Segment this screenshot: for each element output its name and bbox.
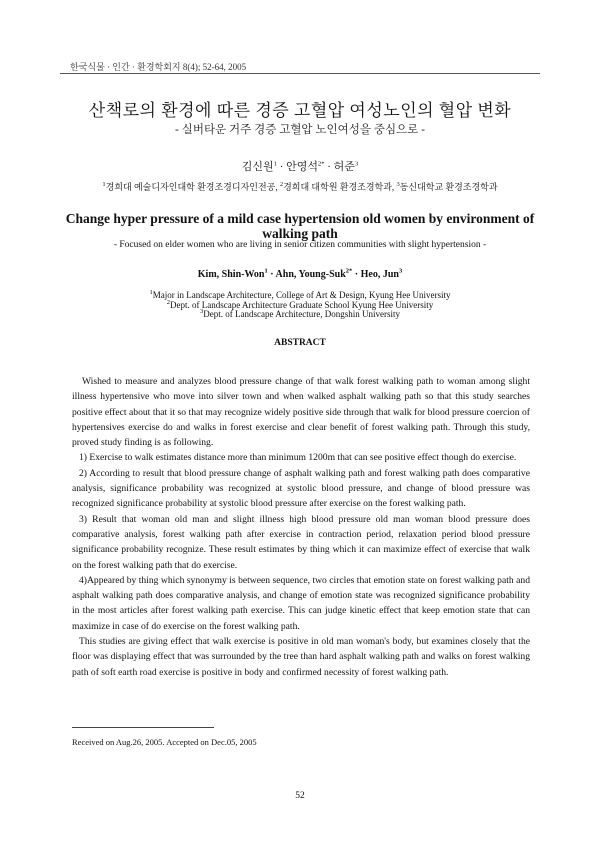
author-en-2-sup: 2* [345,267,353,275]
author-separator: · [267,269,276,280]
page-number: 52 [295,791,305,801]
journal-header: 한국식물 · 인간 · 환경학회지 8(4); 52-64, 2005 [70,62,247,72]
author-kr-2: 안영석 [286,161,318,173]
abstract-paragraph: Wished to measure and analyzes blood pressure change of that walk forest walking path to woman among slight illness hypertensive who move into silver town and when walked asphalt walking path so that this study searches positive effect about that it so that may recognize widely positive side through that walk for blood pressure coercion of hypertensives exercise do and walks in forest exercise and clear benefit of forest walking path. Through this study, proved study finding is as following. [72,376,530,449]
abstract-heading: ABSTRACT [274,338,326,348]
author-kr-1-sup: 1 [273,160,277,168]
affil-en-1-sup: 1 [149,289,153,296]
received-note: Received on Aug.26, 2005. Accepted on Dec.05, 2005 [72,737,257,747]
affil-en-3-sup: 3 [200,308,204,315]
author-kr-3: 허준 [333,161,355,173]
affil-en-2: Dept. of Landscape Architecture Graduate School Kyung Hee University [170,299,434,310]
author-separator: · [352,269,361,280]
affil-kr-2: 경희대 대학원 환경조경학과, [283,182,397,192]
author-en-3-sup: 3 [398,267,403,275]
author-separator: · [276,161,287,173]
affil-kr-2-sup: 2 [279,181,284,188]
affil-en-3: Dept. of Landscape Architecture, Dongshin University [203,309,400,319]
abstract-conclusion: This studies are giving effect that walk exercise is positive in old man woman's body, but examines closely that the floor was displaying effect that was surrounded by the tree than hard asphalt walking path and walks on forest walking path of soft earth road exercise is positive in body and confirmed necessity of forest walking path. [72,636,530,678]
author-kr-2-sup: 2* [318,160,325,168]
author-kr-3-sup: 3 [354,160,359,168]
korean-subtitle: - 실버타운 거주 경증 고혈압 노인여성을 중심으로 - [175,124,425,136]
english-affiliations [0,291,600,320]
header-rule [60,73,540,74]
english-title: Change hyper pressure of a mild case hypertension old women by environment of walking path [65,211,535,241]
author-separator: · [324,161,334,173]
affil-en-1: Major in Landscape Architecture, College of Art & Design, Kyung Hee University [152,290,451,300]
korean-title: 산책로의 환경에 따른 경증 고혈압 여성노인의 혈압 변화 [88,101,512,120]
abstract-finding-2: 2) According to result that blood pressure change of asphalt walking path and forest walking path does comparative analysis, significance probability was recognized at systolic blood pressure, and change of blood pressure was recognized significance probability at systolic blood pressure after exercise on the forest walking path. [72,467,530,510]
author-en-1: Kim, Shin-Won [197,269,265,280]
english-authors [0,269,600,280]
author-en-1-sup: 1 [264,267,268,275]
affil-kr-1-sup: 1 [102,181,106,188]
affil-kr-1: 경희대 예술디자인대학 환경조경디자인전공, [105,182,280,192]
footnote-rule [72,727,214,728]
affil-en-2-sup: 2 [166,298,171,306]
author-en-2: Ahn, Young-Suk [275,269,346,280]
affil-kr-3-sup: 3 [396,181,400,188]
abstract-finding-4: 4)Appeared by thing which synonymy is between sequence, two circles that emotion state on forest walking path and asphalt walking path does comparative analysis, and change of emotion state was recognized significance probability in the most articles after forest walking path exercise. This can judge kinetic effect that keep emotion state that can maximize in case of do exercise on the forest walking path. [72,574,530,632]
abstract-finding-3: 3) Result that woman old man and slight illness high blood pressure old man woman blood pressure does comparative analysis, forest walking path after exercise in contraction period, relaxation period blood pressure significance probability recognize. These result estimates by thing which it can maximize effect of exercise that walk on the forest walking path that do exercise. [72,513,530,571]
author-en-3: Heo, Jun [360,269,399,280]
english-subtitle: - Focused on elder women who are living in senior citizen communities with slight hypertension - [113,240,487,250]
author-kr-1: 김신원 [241,161,274,173]
korean-authors [0,158,600,174]
affil-en-line [0,310,600,320]
abstract-body [72,374,530,680]
korean-affiliations [0,180,600,193]
abstract-finding-1: 1) Exercise to walk estimates distance more than minimum 1200m that can see positive effect though do exercise. [79,452,517,464]
affil-kr-3: 동신대학교 환경조경학과 [399,182,498,192]
